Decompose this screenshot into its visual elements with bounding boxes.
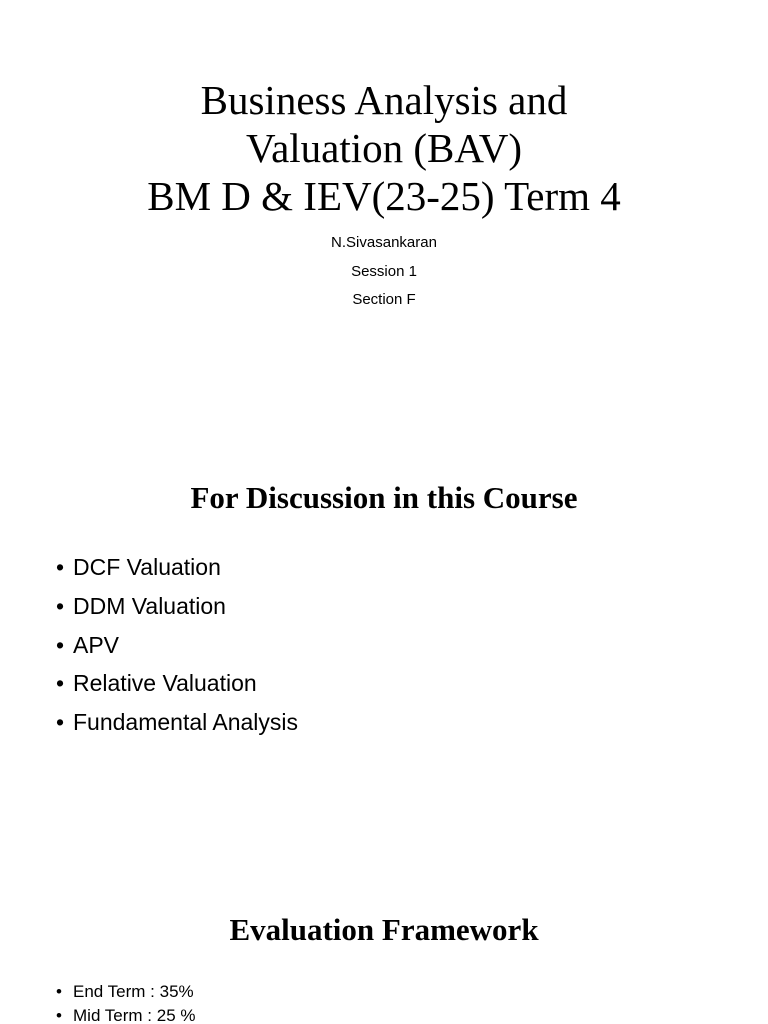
presenter-name: N.Sivasankaran bbox=[331, 234, 437, 251]
title-line-3: BM D & IEV(23-25) Term 4 bbox=[147, 173, 621, 219]
title-line-2: Valuation (BAV) bbox=[246, 125, 522, 171]
list-item-text: Fundamental Analysis bbox=[73, 709, 299, 736]
slide-subtitle bbox=[0, 229, 768, 315]
list-item bbox=[56, 667, 298, 706]
session-label: Session 1 bbox=[351, 262, 417, 280]
slide-title-heading bbox=[0, 76, 768, 220]
slide-title bbox=[0, 0, 768, 432]
list-item-text: APV bbox=[73, 631, 120, 658]
topics-list bbox=[56, 551, 298, 745]
bullet-icon: • bbox=[56, 631, 65, 658]
bullet-icon: • bbox=[56, 592, 65, 619]
title-line-1: Business Analysis and bbox=[200, 77, 568, 123]
list-item bbox=[56, 1004, 196, 1024]
slide-heading: For Discussion in this Course bbox=[190, 480, 578, 515]
list-item bbox=[56, 706, 298, 745]
list-item bbox=[56, 551, 298, 590]
bullet-icon: • bbox=[56, 1006, 62, 1024]
list-item bbox=[56, 590, 298, 629]
slide-heading: Evaluation Framework bbox=[229, 912, 539, 947]
bullet-icon: • bbox=[56, 982, 62, 1001]
list-item-text: Relative Valuation bbox=[73, 670, 257, 697]
slide-evaluation bbox=[0, 864, 768, 1024]
bullet-icon: • bbox=[56, 670, 65, 697]
list-item bbox=[56, 629, 298, 668]
list-item-text: Mid Term : 25 % bbox=[73, 1006, 196, 1024]
bullet-icon: • bbox=[56, 554, 65, 580]
bullet-icon: • bbox=[56, 709, 65, 736]
slide-course-topics bbox=[0, 432, 768, 864]
section-label: Section F bbox=[352, 291, 416, 308]
list-item-text: End Term : 35% bbox=[73, 982, 194, 1001]
list-item bbox=[56, 980, 196, 1004]
list-item-text: DCF Valuation bbox=[73, 554, 221, 580]
evaluation-list bbox=[56, 980, 196, 1024]
list-item-text: DDM Valuation bbox=[73, 592, 226, 619]
